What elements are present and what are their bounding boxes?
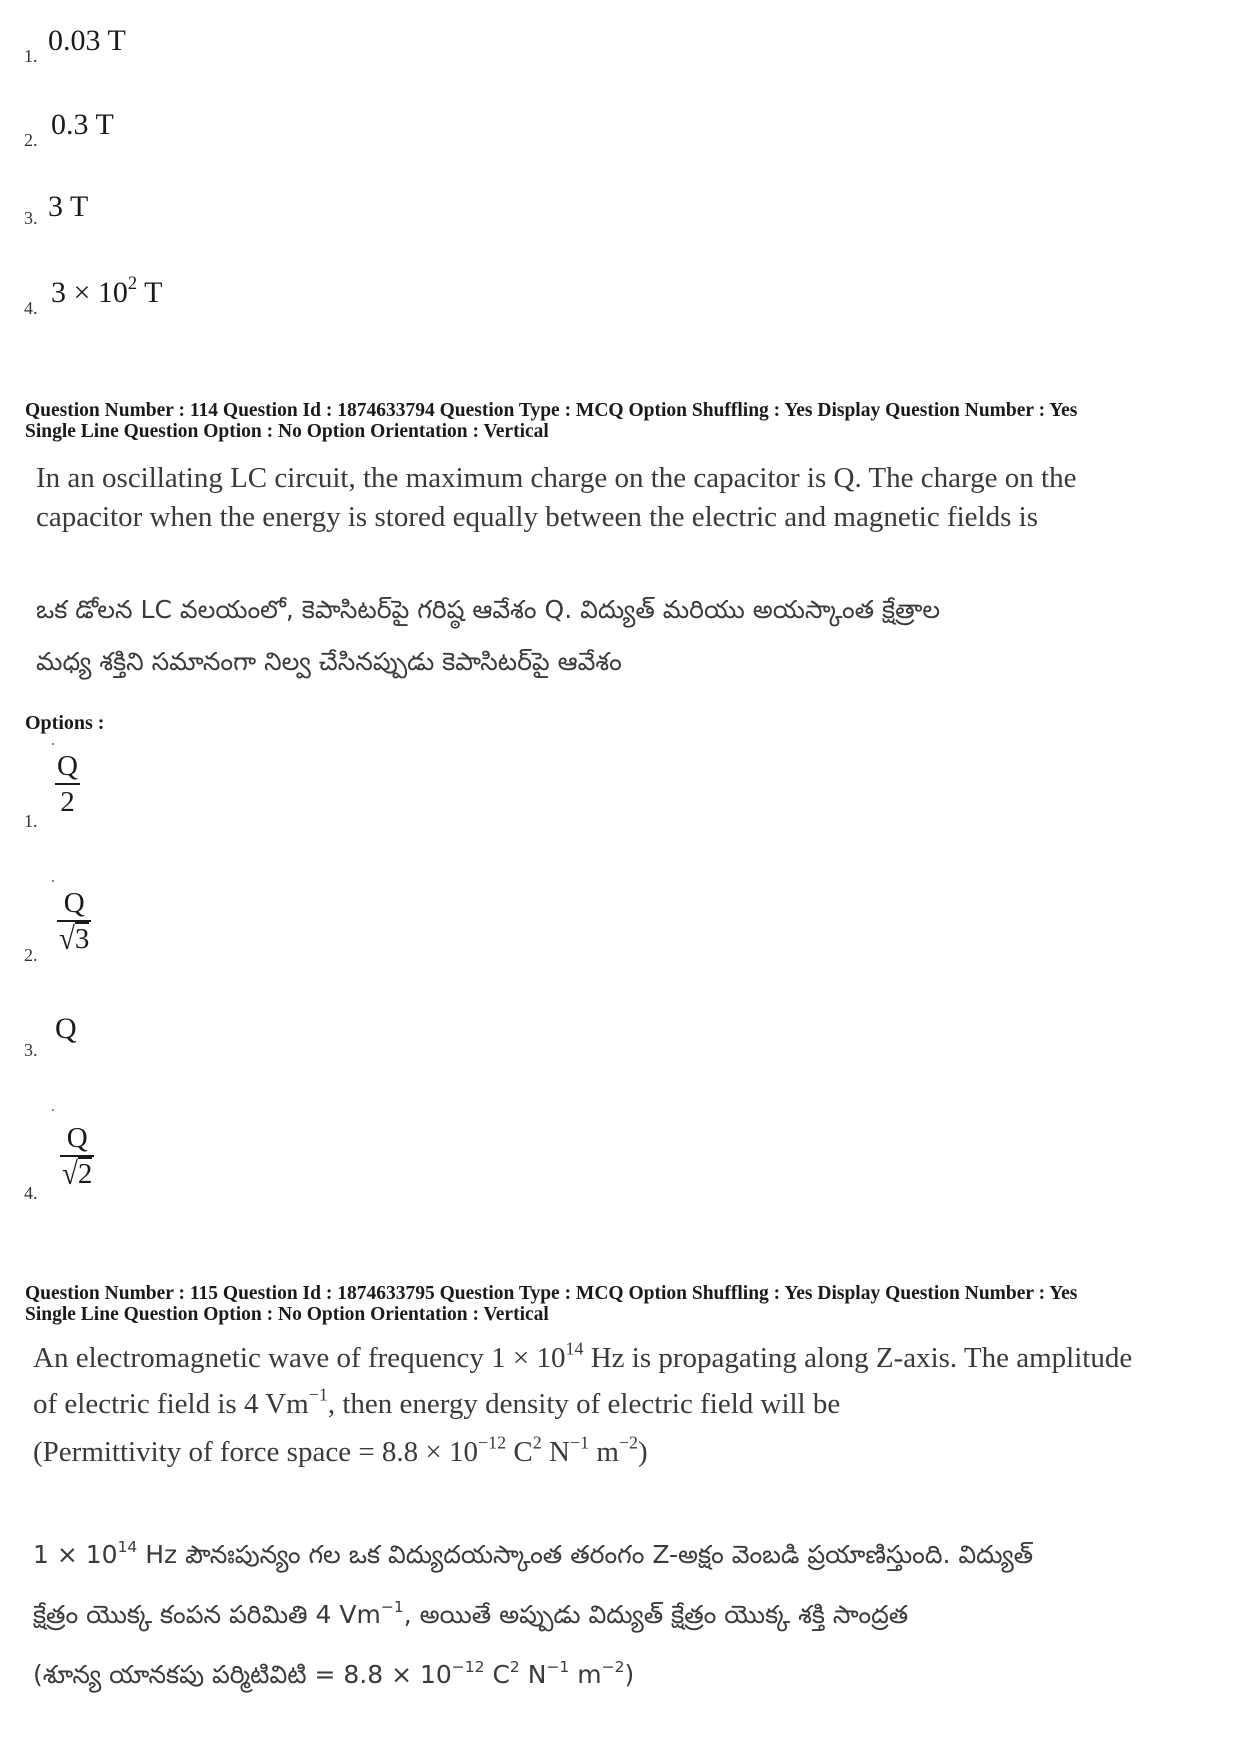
- numerator: Q: [57, 750, 78, 782]
- question-text-telugu-line3: (శూన్య యానకపు పర్మిటివిటి = $8.8 \times 10^{-12}$ $C^2$ $N^{-1}$ $m^{-2}$): [33, 1658, 635, 1689]
- numerator: Q: [63, 887, 85, 919]
- question-text-telugu-line2: క్షేత్రం యొక్క కంపన పరిమితి 4 $Vm^{-1}$, అయితే అప్పుడు విద్యుత్ క్షేత్రం యొక్క శక్తి సాంద్రత: [33, 1598, 909, 1629]
- question-meta-line1: Question Number : 114 Question Id : 1874633794 Question Type : MCQ Option Shuffling : Yes Display Question Number : Yes: [25, 400, 1078, 421]
- fraction-q-over-2: [55, 749, 80, 819]
- denominator: 2: [60, 786, 75, 818]
- decorative-dot: [52, 1109, 54, 1111]
- option-value: Q: [55, 1012, 77, 1045]
- question-text-english-line2: of electric field is 4 $Vm^{-1}$, then energy density of electric field will be: [33, 1384, 841, 1420]
- square-root: √2: [62, 1156, 93, 1192]
- option-number: 4.: [24, 1183, 38, 1203]
- option-value: 3 T: [48, 190, 89, 223]
- question-text-english-line1: In an oscillating LC circuit, the maximum charge on the capacitor is Q. The charge on the: [36, 462, 1077, 494]
- option-number: 1.: [24, 811, 38, 831]
- option-number: 1.: [24, 46, 38, 66]
- option-value: 0.3 T: [51, 108, 114, 141]
- numerator: Q: [66, 1122, 88, 1154]
- question-text-english-line1: An electromagnetic wave of frequency $1 \times 10^{14}$ Hz is propagating along Z-axis. The amplitude: [33, 1338, 1133, 1374]
- option-value: $3 \times 10^2$ T: [51, 272, 163, 309]
- option-number: 2.: [24, 130, 38, 150]
- question-meta-line2: Single Line Question Option : No Option Orientation : Vertical: [25, 421, 549, 442]
- question-text-english-line2: capacitor when the energy is stored equally between the electric and magnetic fields is: [36, 501, 1038, 533]
- question-text-telugu-line2: మధ్య శక్తిని సమానంగా నిల్వ చేసినప్పుడు కెపాసిటర్‌పై ఆవేశం: [36, 647, 622, 676]
- fraction-q-over-sqrt3: [57, 886, 91, 956]
- question-meta-line1: Question Number : 115 Question Id : 1874633795 Question Type : MCQ Option Shuffling : Yes Display Question Number : Yes: [25, 1283, 1078, 1304]
- option-number: 3.: [24, 208, 38, 228]
- question-meta-line2: Single Line Question Option : No Option Orientation : Vertical: [25, 1304, 549, 1325]
- option-number: 2.: [24, 945, 38, 965]
- decorative-dot: [52, 880, 54, 882]
- question-text-telugu-line1: $1 \times 10^{14}$ Hz పౌనఃపున్యం గల ఒక విద్యుదయస్కాంత తరంగం Z-అక్షం వెంబడి ప్రయాణిస్తుంది. విద్యుత్: [33, 1538, 1034, 1569]
- option-value: 0.03 T: [48, 24, 126, 57]
- option-number: 4.: [24, 298, 38, 318]
- square-root: √3: [59, 921, 90, 957]
- fraction-q-over-sqrt2: [60, 1121, 94, 1191]
- option-number: 3.: [24, 1040, 38, 1060]
- options-label: Options :: [25, 712, 105, 734]
- decorative-dot: [52, 743, 54, 745]
- question-text-telugu-line1: ఒక డోలన LC వలయంలో, కెపాసిటర్‌పై గరిష్ఠ ఆవేశం Q. విద్యుత్ మరియు అయస్కాంత క్షేత్రాల: [36, 595, 941, 624]
- question-text-english-line3: (Permittivity of force space = $8.8 \times 10^{-12}$ $C^2$ $N^{-1}$ $m^{-2}$): [33, 1432, 648, 1468]
